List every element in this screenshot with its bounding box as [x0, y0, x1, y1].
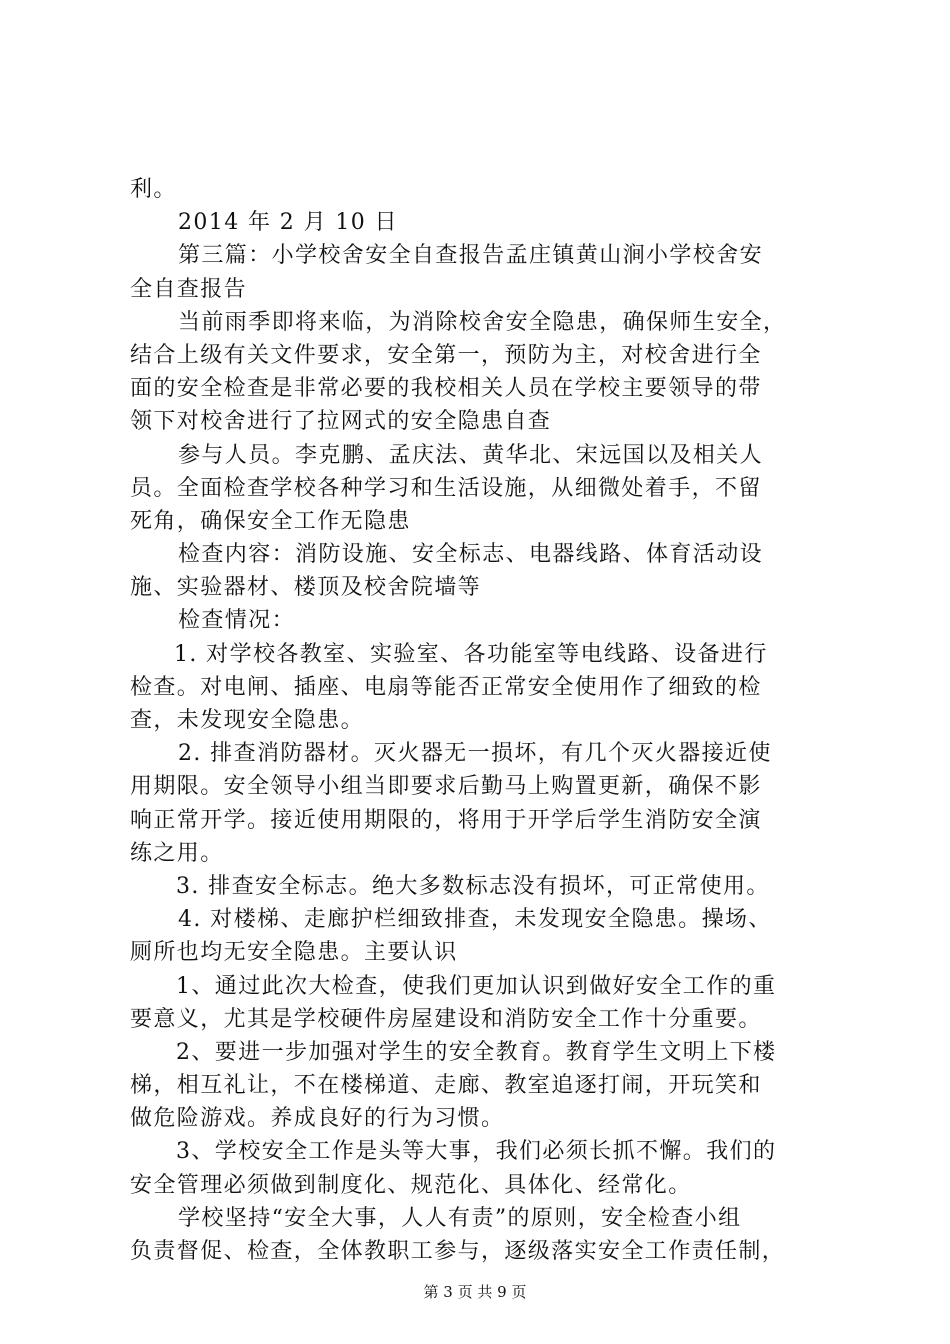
text-line: 用期限。安全领导小组当即要求后勤马上购置更新，确保不影	[130, 774, 762, 800]
text-line: 员。全面检查学校各种学习和生活设施，从细微处着手，不留	[130, 475, 762, 501]
text-line: 领下对校舍进行了拉网式的安全隐患自查	[130, 409, 552, 435]
text-line: 参与人员。李克鹏、孟庆法、黄华北、宋远国以及相关人	[178, 442, 764, 468]
text-line: 面的安全检查是非常必要的我校相关人员在学校主要领导的带	[130, 376, 762, 402]
text-line: 厕所也均无安全隐患。主要认识	[130, 940, 458, 966]
document-body	[130, 173, 830, 1268]
text-line: 1. 对学校各教室、实验室、各功能室等电线路、设备进行	[174, 641, 768, 667]
text-line: 检查。对电闸、插座、电扇等能否正常安全使用作了细致的检	[130, 674, 762, 700]
text-line: 4. 对楼梯、走廊护栏细致排查，未发现安全隐患。操场、	[178, 907, 772, 933]
text-line: 检查内容：消防设施、安全标志、电器线路、体育活动设	[178, 542, 764, 568]
text-line: 检查情况：	[178, 608, 296, 634]
text-line: 2. 排查消防器材。灭火器无一损坏，有几个灭火器接近使	[178, 741, 772, 767]
text-line: 1、通过此次大检查，使我们更加认识到做好安全工作的重	[176, 973, 777, 999]
text-line: 要意义，尤其是学校硬件房屋建设和消防安全工作十分重要。	[130, 1006, 762, 1032]
text-line: 第三篇：小学校舍安全自查报告孟庄镇黄山涧小学校舍安	[178, 243, 764, 269]
text-line: 负责督促、检查，全体教职工参与，逐级落实安全工作责任制，	[130, 1239, 786, 1264]
text-line: 2、要进一步加强对学生的安全教育。教育学生文明上下楼	[176, 1039, 777, 1065]
text-line: 做危险游戏。养成良好的行为习惯。	[130, 1106, 505, 1132]
text-line: 全自查报告	[130, 276, 248, 302]
text-line: 利。	[130, 177, 177, 202]
text-line: 死角，确保安全工作无隐患	[130, 508, 411, 534]
text-line: 3. 排查安全标志。绝大多数标志没有损坏，可正常使用。	[176, 873, 770, 899]
text-line: 练之用。	[130, 840, 224, 866]
text-line: 学校坚持“安全大事，人人有责”的原则，安全检查小组	[178, 1205, 742, 1231]
text-line: 施、实验器材、楼顶及校舍院墙等	[130, 575, 482, 601]
text-line: 安全管理必须做到制度化、规范化、具体化、经常化。	[130, 1172, 692, 1198]
text-line: 响正常开学。接近使用期限的，将用于开学后学生消防安全演	[130, 807, 762, 833]
page-footer: 第 3 页 共 9 页	[423, 1283, 527, 1301]
text-line: 3、学校安全工作是头等大事，我们必须长抓不懈。我们的	[176, 1139, 777, 1165]
text-line: 查，未发现安全隐患。	[130, 708, 365, 733]
text-line: 梯，相互礼让，不在楼梯道、走廊、教室追逐打闹，开玩笑和	[130, 1073, 762, 1099]
text-line: 当前雨季即将来临，为消除校舍安全隐患，确保师生安全，	[178, 309, 787, 335]
text-line: 2014 年 2 月 10 日	[178, 210, 398, 236]
text-line: 结合上级有关文件要求，安全第一，预防为主，对校舍进行全	[130, 342, 762, 368]
